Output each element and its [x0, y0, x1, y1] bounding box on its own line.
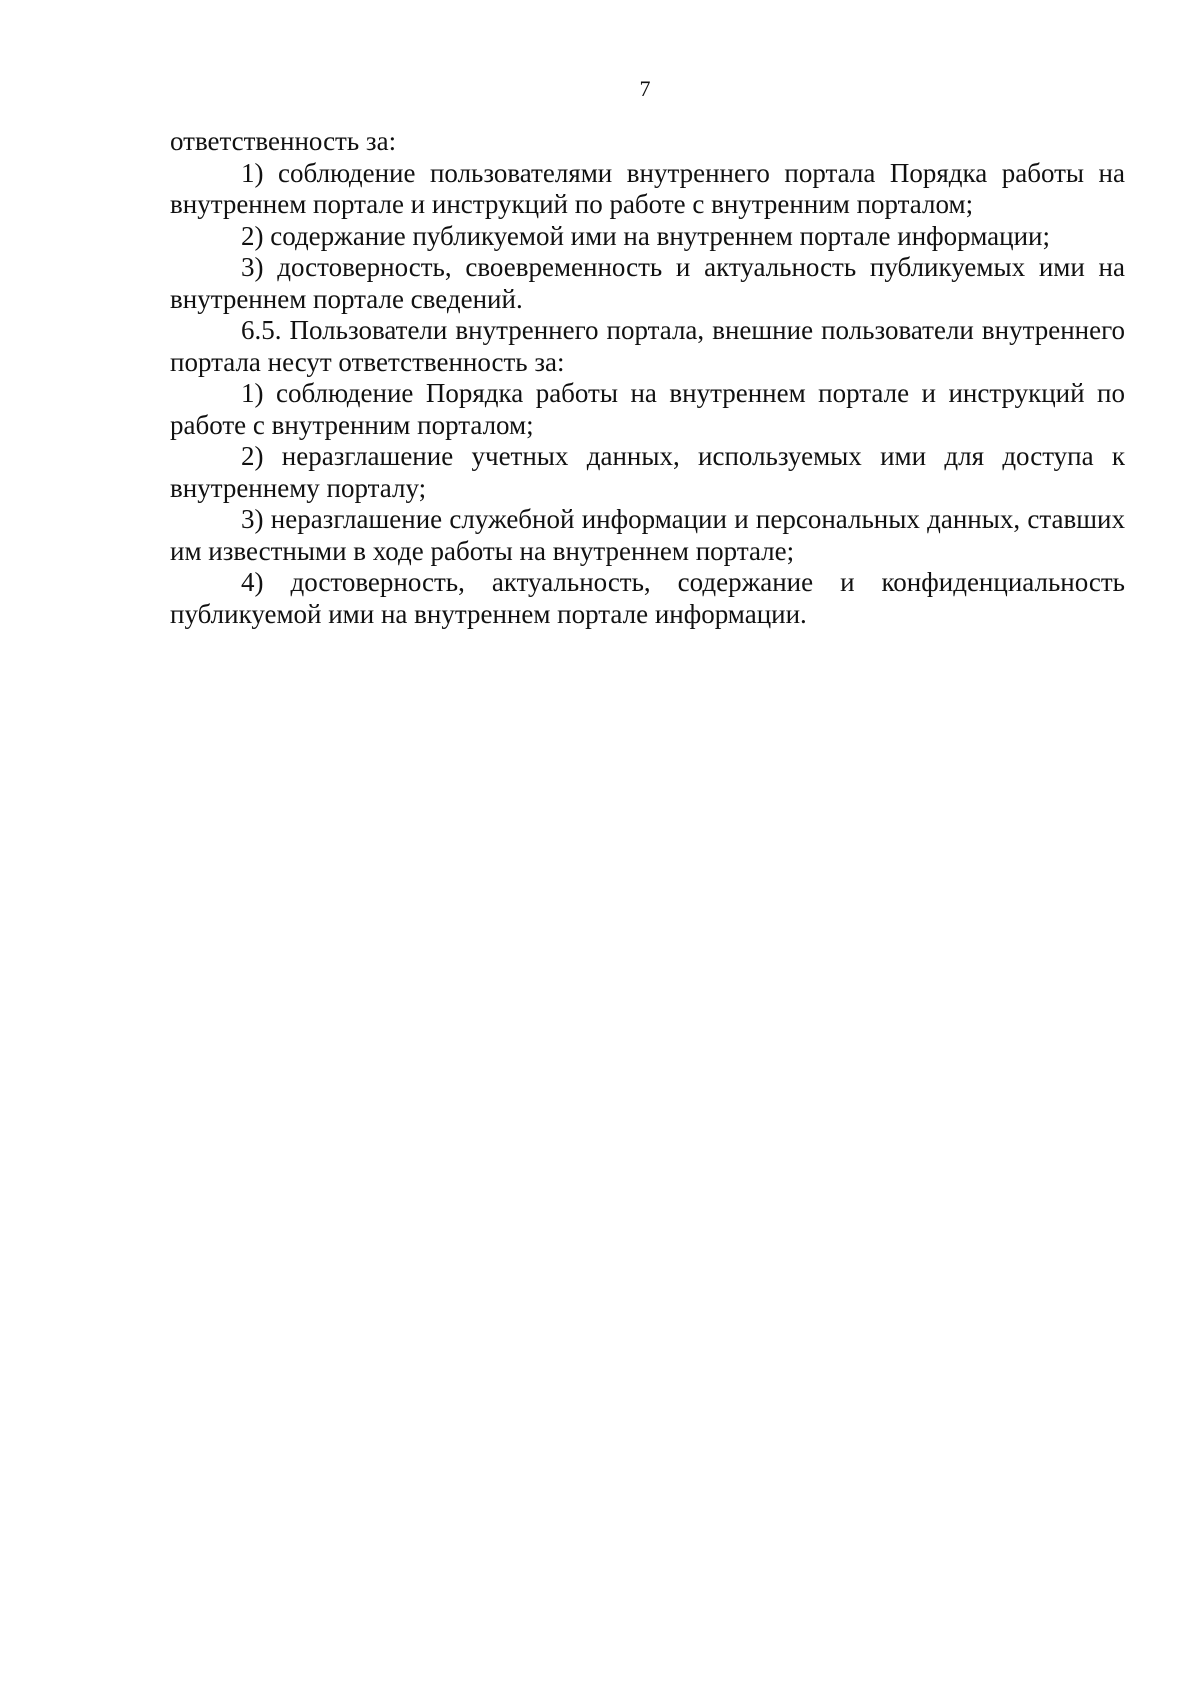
clause-6-5: 6.5. Пользователи внутреннего портала, внешние пользователи внутреннего портала несут ответственность за: — [170, 315, 1125, 377]
page-number: 7 — [639, 76, 651, 101]
list-item-responsibility-2: 2) содержание публикуемой ими на внутреннем портале информации; — [241, 220, 1050, 251]
list-item-user-2: 2) неразглашение учетных данных, используемых ими для доступа к внутреннему порталу; — [170, 441, 1125, 503]
list-item-user-4: 4) достоверность, актуальность, содержание и конфиденциальность публикуемой ими на внутреннем портале информации. — [170, 567, 1125, 629]
list-item-responsibility-1: 1) соблюдение пользователями внутреннего портала Порядка работы на внутреннем портале и инструкций по работе с внутренним порталом; — [170, 157, 1125, 219]
list-item-user-1: 1) соблюдение Порядка работы на внутреннем портале и инструкций по работе с внутренним порталом; — [170, 378, 1125, 440]
paragraph-continuation: ответственность за: — [170, 126, 397, 156]
list-item-user-3: 3) неразглашение служебной информации и персональных данных, ставших им известными в ходе работы на внутреннем портале; — [170, 504, 1125, 566]
list-item-responsibility-3: 3) достоверность, своевременность и актуальность публикуемых ими на внутреннем портале сведений. — [170, 252, 1125, 314]
document-body — [170, 126, 1125, 630]
